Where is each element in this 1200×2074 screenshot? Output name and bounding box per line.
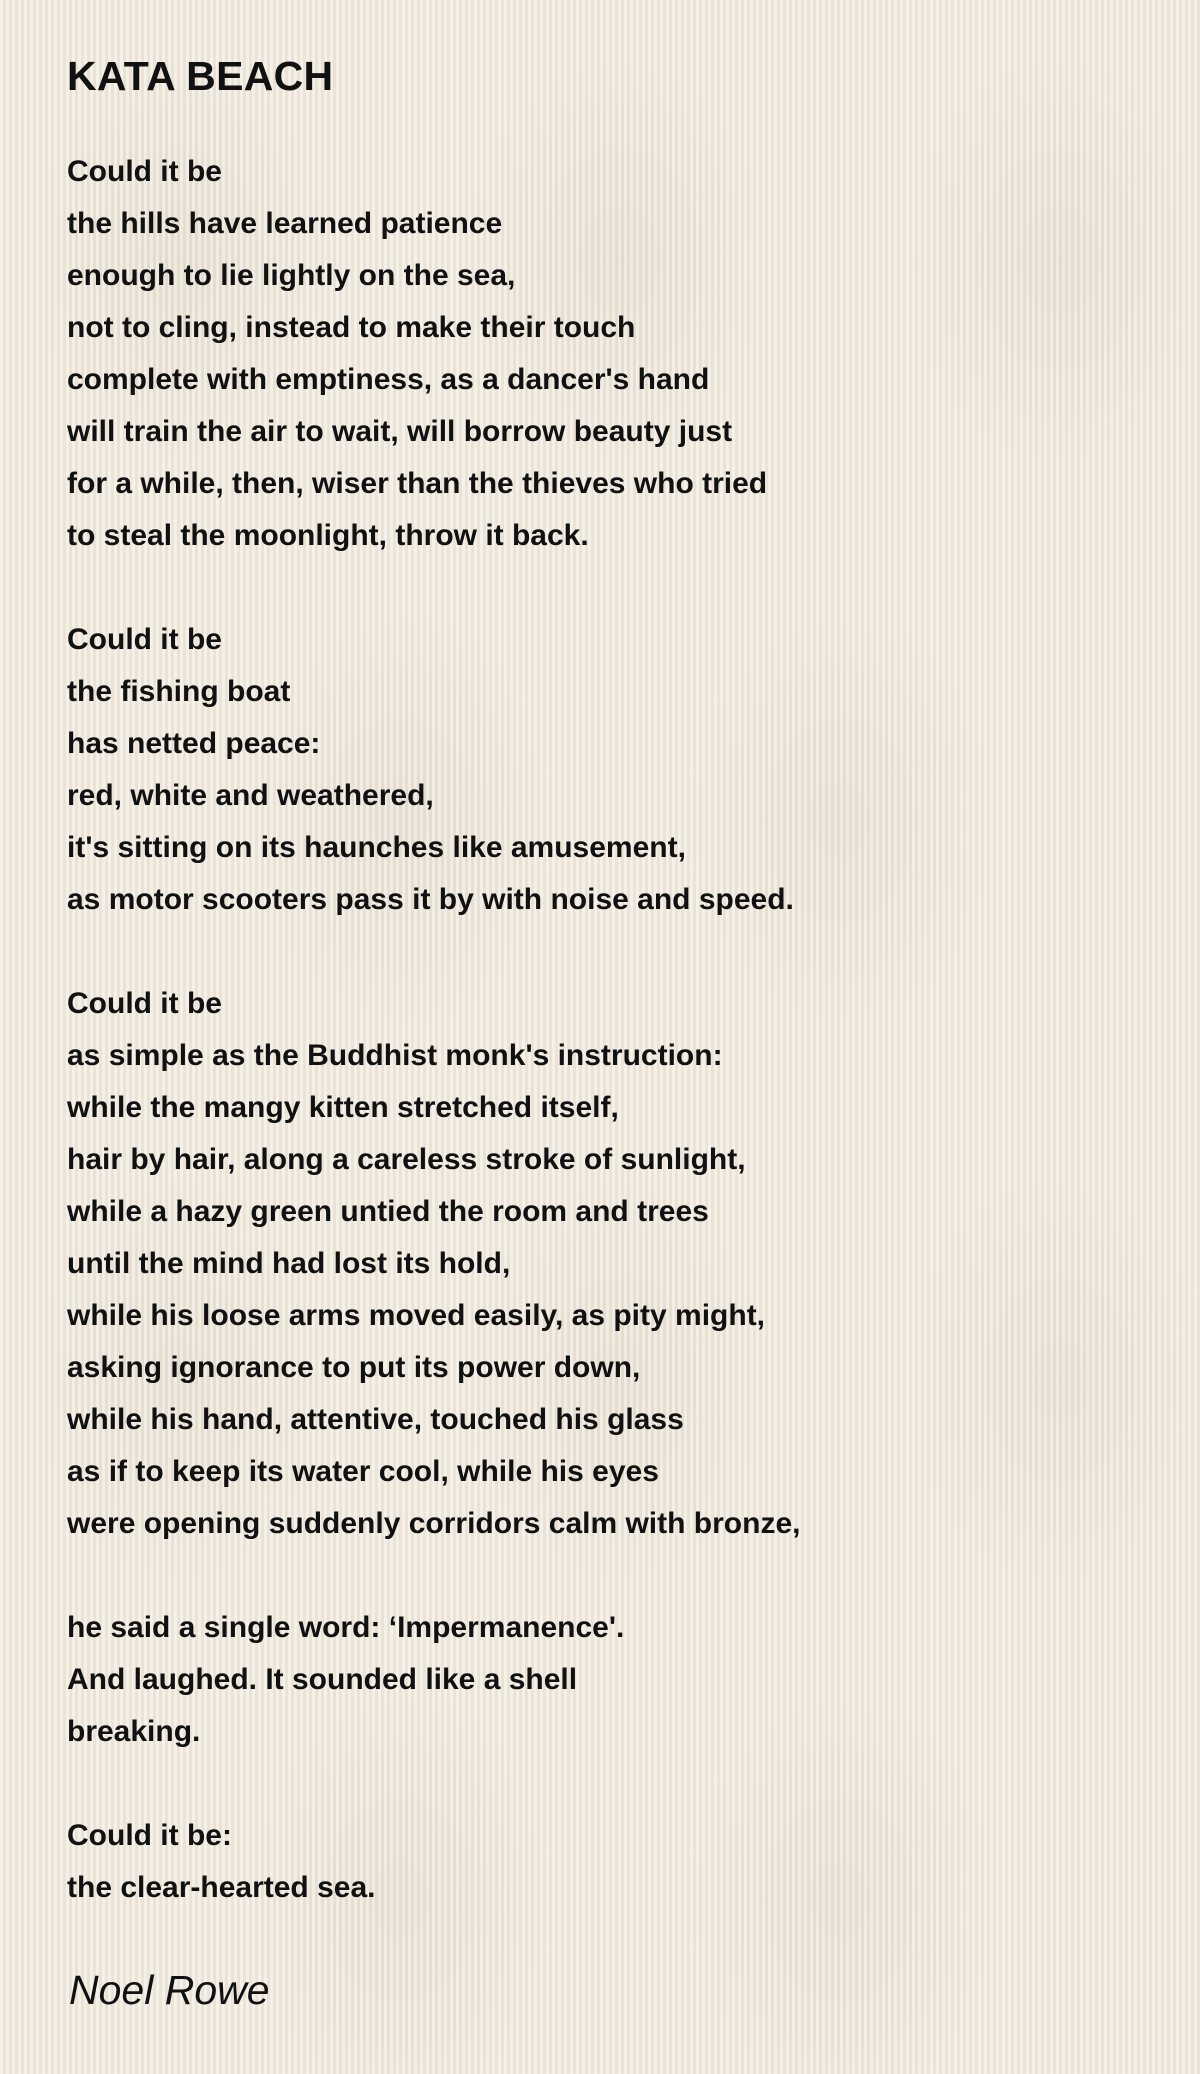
stanza-break [67,562,1147,614]
poem-line: for a while, then, wiser than the thieves who tried [67,467,768,500]
poem-line: while his hand, attentive, touched his glass [67,1403,684,1436]
poem-body [67,146,1147,1914]
poem-line: red, white and weathered, [67,779,434,812]
stanza-break [67,1550,1147,1602]
poem-line: breaking. [67,1715,201,1748]
poem-line: And laughed. It sounded like a shell [67,1663,578,1696]
poem-title: KATA BEACH [67,53,334,99]
poem-line: complete with emptiness, as a dancer's hand [67,363,710,396]
poem-line: while a hazy green untied the room and trees [67,1195,709,1228]
poem-line: not to cling, instead to make their touch [67,311,636,344]
stanza-break [67,1758,1147,1810]
poem-line: Could it be [67,623,222,656]
poem-line: while the mangy kitten stretched itself, [67,1091,619,1124]
poem-line: as motor scooters pass it by with noise and speed. [67,883,794,916]
poem-line: as if to keep its water cool, while his eyes [67,1455,659,1488]
poem-line: it's sitting on its haunches like amusement, [67,831,686,864]
poem-line: Could it be [67,155,222,188]
poem-line: Could it be: [67,1819,232,1852]
poem-line: the clear-hearted sea. [67,1871,376,1904]
poem-line: as simple as the Buddhist monk's instruction: [67,1039,723,1072]
poem-page [67,50,1147,2016]
poem-line: hair by hair, along a careless stroke of sunlight, [67,1143,746,1176]
poem-author: Noel Rowe [69,1967,270,2013]
poem-line: while his loose arms moved easily, as pity might, [67,1299,766,1332]
poem-line: he said a single word: ‘Impermanence'. [67,1611,625,1644]
poem-line: will train the air to wait, will borrow beauty just [67,415,733,448]
poem-line: asking ignorance to put its power down, [67,1351,641,1384]
stanza-break [67,926,1147,978]
poem-line: enough to lie lightly on the sea, [67,259,516,292]
poem-line: Could it be [67,987,222,1020]
poem-line: were opening suddenly corridors calm with bronze, [67,1507,801,1540]
poem-line: has netted peace: [67,727,321,760]
poem-line: the fishing boat [67,675,291,708]
poem-line: the hills have learned patience [67,207,503,240]
poem-line: until the mind had lost its hold, [67,1247,511,1280]
poem-line: to steal the moonlight, throw it back. [67,519,589,552]
